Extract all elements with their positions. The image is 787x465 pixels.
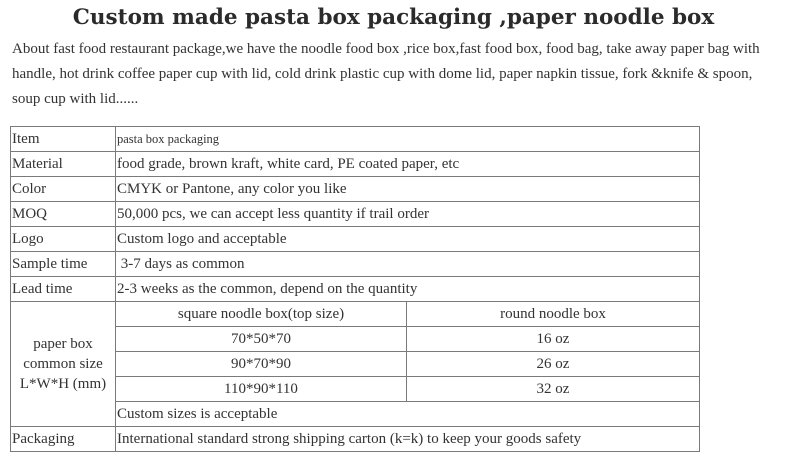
size-label-cell xyxy=(11,302,116,427)
row-label-material: Material xyxy=(11,152,116,177)
page-title: Custom made pasta box packaging ,paper noodle box xyxy=(72,5,715,30)
row-label-sample-time: Sample time xyxy=(11,252,116,277)
row-label-moq: MOQ xyxy=(11,202,116,227)
table-row xyxy=(11,252,700,277)
size-header-round: round noodle box xyxy=(407,302,700,327)
size-square-value: 70*50*70 xyxy=(116,327,407,352)
table-row xyxy=(11,227,700,252)
spec-table xyxy=(10,126,700,452)
row-value-lead-time: 2-3 weeks as the common, depend on the quantity xyxy=(116,277,700,302)
size-label-line: L*W*H (mm) xyxy=(19,376,107,392)
row-label-lead-time: Lead time xyxy=(11,277,116,302)
table-row xyxy=(11,302,700,327)
table-row xyxy=(11,127,700,152)
row-value-packaging: International standard strong shipping carton (k=k) to keep your goods safety xyxy=(116,427,700,452)
table-row xyxy=(11,177,700,202)
size-label-line: paper box xyxy=(33,336,93,352)
row-label-packaging: Packaging xyxy=(11,427,116,452)
size-header-square: square noodle box(top size) xyxy=(116,302,407,327)
row-value-logo: Custom logo and acceptable xyxy=(116,227,700,252)
table-row xyxy=(11,427,700,452)
intro-paragraph: About fast food restaurant package,we have the noodle food box ,rice box,fast food box, food bag, take away paper bag with handle, hot drink coffee paper cup with lid, cold drink plastic cup with dome lid, paper napkin tissue, fork &knife & spoon, soup cup with lid...... xyxy=(12,41,760,107)
row-value-sample-time: 3-7 days as common xyxy=(116,252,700,277)
size-note: Custom sizes is acceptable xyxy=(116,402,700,427)
size-square-value: 90*70*90 xyxy=(116,352,407,377)
size-round-value: 32 oz xyxy=(407,377,700,402)
size-round-value: 16 oz xyxy=(407,327,700,352)
row-label-item: Item xyxy=(11,127,116,152)
size-round-value: 26 oz xyxy=(407,352,700,377)
row-value-color: CMYK or Pantone, any color you like xyxy=(116,177,700,202)
size-label-line: common size xyxy=(23,356,103,372)
table-row xyxy=(11,152,700,177)
row-label-logo: Logo xyxy=(11,227,116,252)
size-square-value: 110*90*110 xyxy=(116,377,407,402)
row-label-color: Color xyxy=(11,177,116,202)
row-value-item: pasta box packaging xyxy=(116,127,700,152)
table-row xyxy=(11,277,700,302)
row-value-moq: 50,000 pcs, we can accept less quantity if trail order xyxy=(116,202,700,227)
row-value-material: food grade, brown kraft, white card, PE coated paper, etc xyxy=(116,152,700,177)
table-row xyxy=(11,202,700,227)
